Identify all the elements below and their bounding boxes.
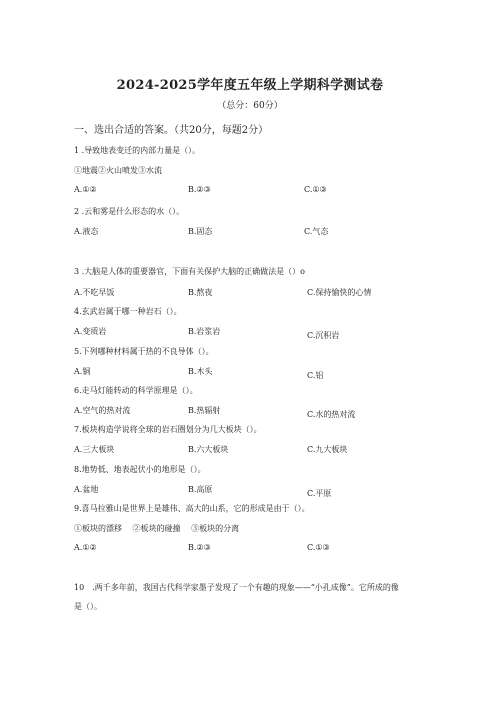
question-10-stem: 10 .两千多年前，我国古代科学家墨子发现了一个有趣的现象——“小孔成像”。它所成的像 (74, 583, 399, 592)
question-3-stem: 3 .大脑是人体的重要器官，下面有关保护大脑的正确做法是（）o (74, 267, 305, 276)
question-9-option-a[interactable]: A.①② (74, 543, 97, 552)
question-1-option-b[interactable]: B.②③ (188, 185, 211, 194)
question-7-stem: 7.板块构造学说将全球的岩石圈划分为几大板块（）。 (74, 425, 262, 434)
question-8-option-a[interactable]: A.盆地 (74, 485, 99, 494)
question-6-stem: 6.走马灯能转动的科学原理是（）。 (74, 386, 198, 395)
question-9-stem: 9.喜马拉雅山是世界上是雄伟、高大的山系，它的形成是由于（）。 (74, 504, 310, 513)
question-4-option-a[interactable]: A.变质岩 (74, 327, 107, 336)
question-8-option-b[interactable]: B.高原 (188, 485, 213, 494)
question-6-option-c[interactable]: C.水的热对流 (307, 410, 356, 419)
question-10-stem-continued: 是（）。 (74, 602, 102, 611)
question-5-option-c[interactable]: C.铝 (307, 371, 324, 380)
question-1-sub: ①地震②火山喷发③水流 (74, 166, 162, 175)
question-3-option-b[interactable]: B.熬夜 (188, 288, 213, 297)
question-3-option-c[interactable]: C.保持愉快的心情 (307, 288, 372, 297)
question-5-stem: 5.下列哪种材料属于热的不良导体（）。 (74, 347, 214, 356)
question-7-option-a[interactable]: A.三大板块 (74, 445, 115, 454)
question-9-option-b[interactable]: B.②③ (188, 543, 211, 552)
section-heading: 一、选出合适的答案。（共20分，每题2分） (74, 125, 269, 136)
exam-title: 2024-2025学年度五年级上学期科学测试卷 (116, 78, 384, 93)
total-score: （总分：60分） (217, 101, 283, 111)
question-6-option-b[interactable]: B.热辐射 (188, 406, 221, 415)
question-2-stem: 2 .云和雾是什么形态的水（）。 (74, 207, 185, 216)
question-4-option-c[interactable]: C.沉积岩 (307, 331, 340, 340)
question-9-option-c[interactable]: C.①③ (307, 543, 330, 552)
question-7-option-c[interactable]: C.九大板块 (307, 445, 348, 454)
question-5-option-b[interactable]: B.木头 (188, 367, 213, 376)
question-2-option-b[interactable]: B.固态 (188, 227, 213, 236)
question-1-option-a[interactable]: A.①② (74, 185, 97, 194)
question-8-stem: 8.地势低、地表起伏小的地形是（）。 (74, 465, 206, 474)
question-2-option-a[interactable]: A.液态 (74, 227, 99, 236)
question-9-sub: ①板块的漂移 ②板块的碰撞 ③板块的分离 (74, 524, 240, 533)
question-5-option-a[interactable]: A.铜 (74, 367, 91, 376)
question-1-option-c[interactable]: C.①③ (304, 185, 327, 194)
question-4-stem: 4.玄武岩属于哪一种岩石（）。 (74, 307, 182, 316)
question-2-option-c[interactable]: C.气态 (304, 227, 329, 236)
question-7-option-b[interactable]: B.六大板块 (188, 445, 229, 454)
question-3-option-a[interactable]: A.不吃早饭 (74, 288, 115, 297)
question-4-option-b[interactable]: B.岩浆岩 (188, 327, 221, 336)
question-6-option-a[interactable]: A.空气的热对流 (74, 406, 131, 415)
question-8-option-c[interactable]: C.平原 (307, 489, 332, 498)
question-1-stem: 1 .导致地表变迁的内部力量是（）。 (74, 146, 201, 155)
